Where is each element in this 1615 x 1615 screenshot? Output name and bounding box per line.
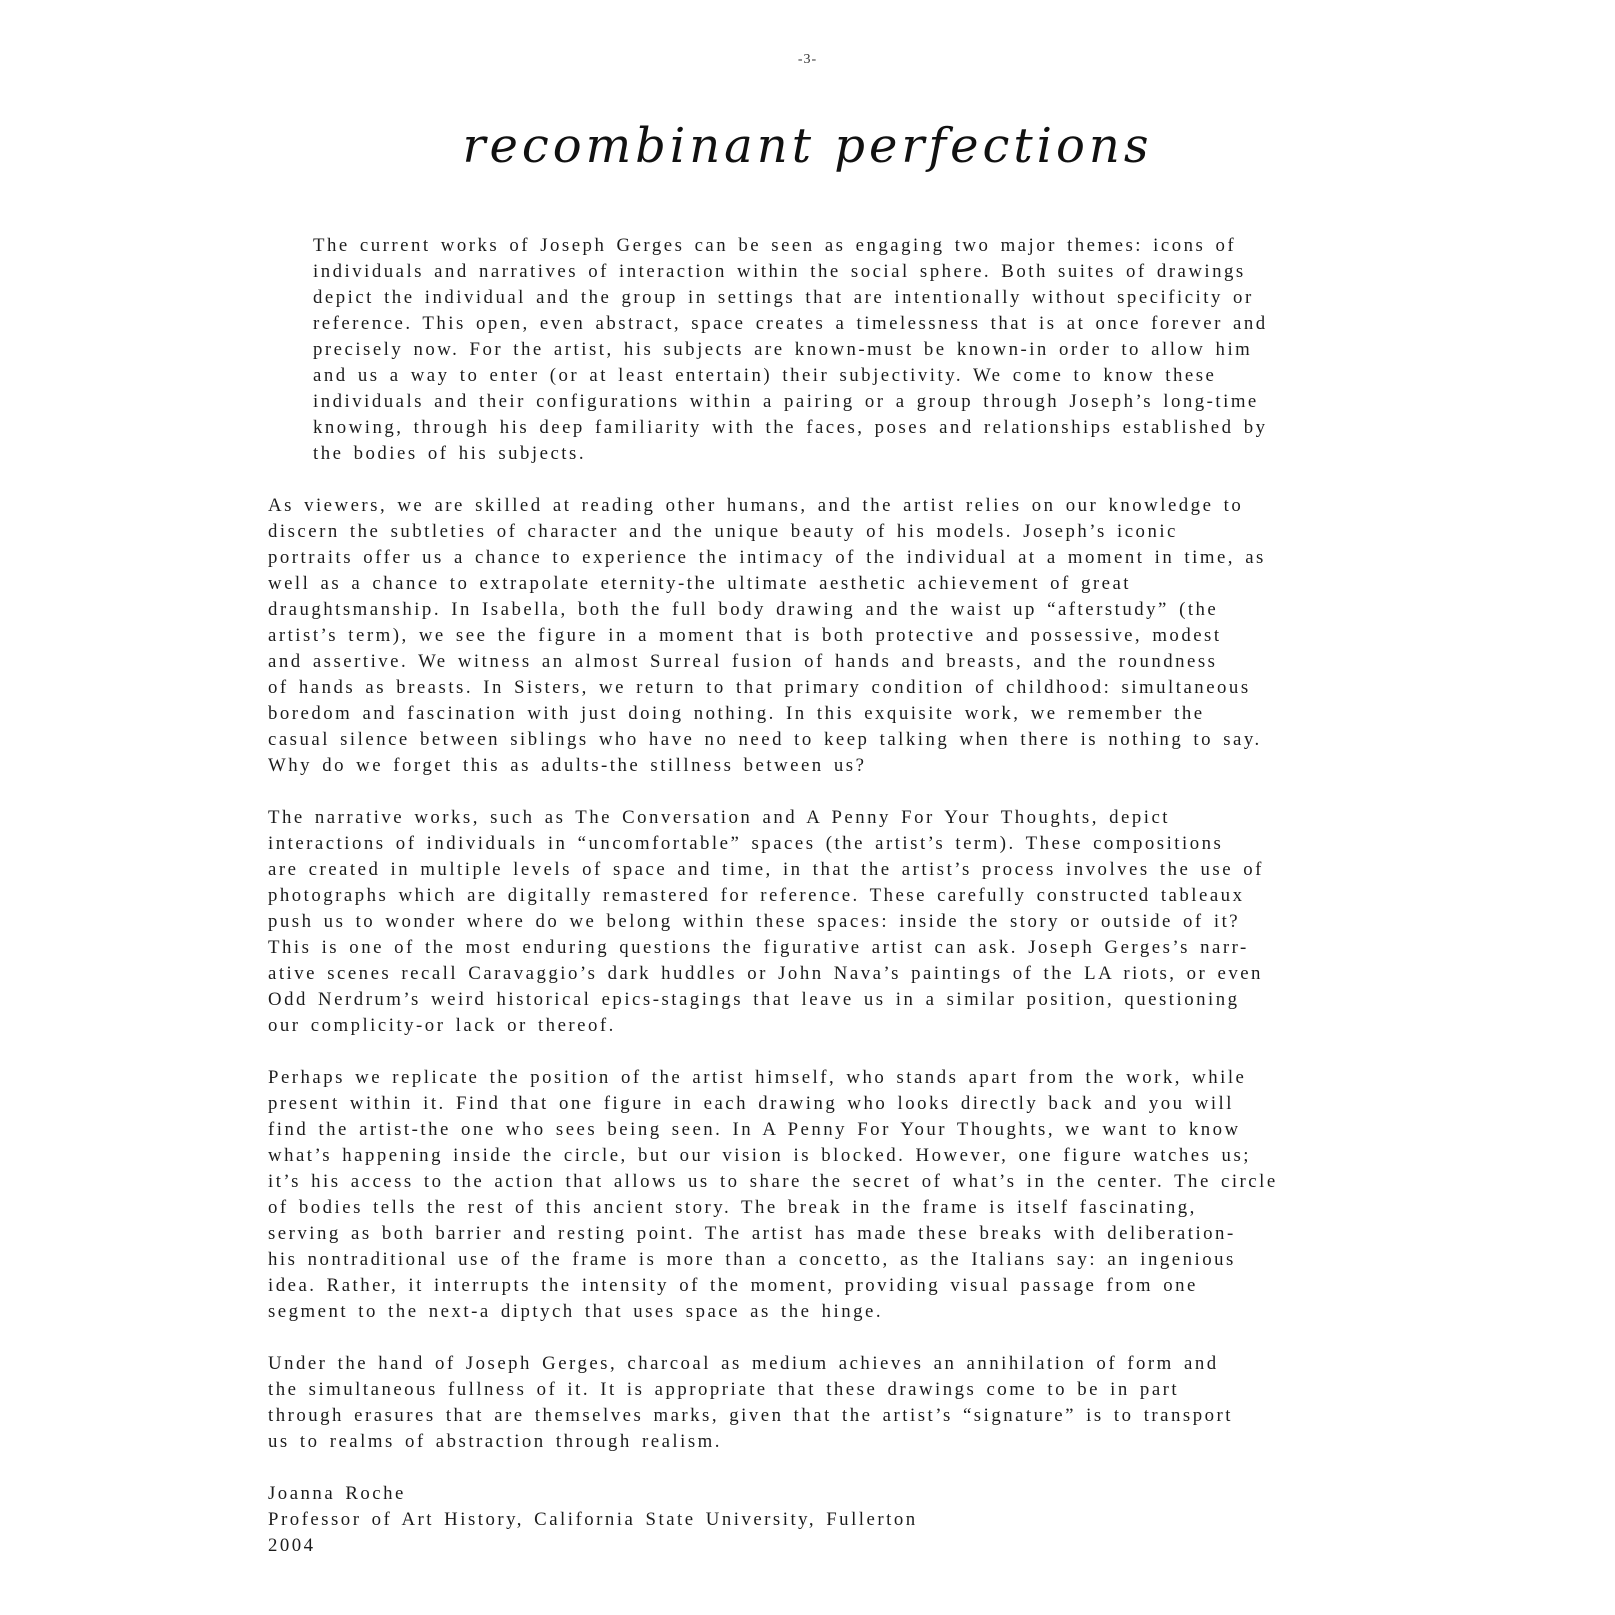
text-line: through erasures that are themselves marks, given that the artist’s “signature” is to transport <box>268 1405 1233 1426</box>
author-name: Joanna Roche <box>268 1483 406 1504</box>
text-line: Why do we forget this as adults-the stillness between us? <box>268 755 867 776</box>
text-line: push us to wonder where do we belong within these spaces: inside the story or outside of it? <box>268 911 1241 932</box>
text-line: are created in multiple levels of space and time, in that the artist’s process involves the use of <box>268 859 1264 880</box>
text-line: idea. Rather, it interrupts the intensity of the moment, providing visual passage from one <box>268 1275 1198 1296</box>
text-line: casual silence between siblings who have no need to keep talking when there is nothing to say. <box>268 729 1262 750</box>
paragraph-2 <box>268 493 1408 779</box>
publication-year: 2004 <box>268 1535 316 1556</box>
text-line: well as a chance to extrapolate eternity-the ultimate aesthetic achievement of great <box>268 573 1132 594</box>
text-line: knowing, through his deep familiarity with the faces, poses and relationships established by <box>313 417 1268 438</box>
text-line: As viewers, we are skilled at reading other humans, and the artist relies on our knowledge to <box>268 495 1244 516</box>
text-line: individuals and narratives of interaction within the social sphere. Both suites of drawings <box>313 261 1246 282</box>
text-line: ative scenes recall Caravaggio’s dark huddles or John Nava’s paintings of the LA riots, or even <box>268 963 1263 984</box>
text-line: of hands as breasts. In Sisters, we return to that primary condition of childhood: simultaneous <box>268 677 1251 698</box>
text-line: the bodies of his subjects. <box>313 443 587 464</box>
paragraph-3 <box>268 805 1408 1039</box>
author-title: Professor of Art History, California State University, Fullerton <box>268 1509 918 1530</box>
text-line: his nontraditional use of the frame is more than a concetto, as the Italians say: an ingenious <box>268 1249 1236 1270</box>
text-line: The current works of Joseph Gerges can be seen as engaging two major themes: icons of <box>313 235 1237 256</box>
text-line: reference. This open, even abstract, space creates a timelessness that is at once forever and <box>313 313 1268 334</box>
text-line: boredom and fascination with just doing nothing. In this exquisite work, we remember the <box>268 703 1205 724</box>
text-line: serving as both barrier and resting point. The artist has made these breaks with deliberation- <box>268 1223 1236 1244</box>
essay-body <box>268 233 1408 1559</box>
text-line: segment to the next-a diptych that uses space as the hinge. <box>268 1301 884 1322</box>
text-line: it’s his access to the action that allows us to share the secret of what’s in the center. The circle <box>268 1171 1278 1192</box>
page-title: recombinant perfections <box>462 118 1153 174</box>
text-line: This is one of the most enduring questions the figurative artist can ask. Joseph Gerges’s narr- <box>268 937 1249 958</box>
text-line: precisely now. For the artist, his subjects are known-must be known-in order to allow him <box>313 339 1253 360</box>
text-line: depict the individual and the group in settings that are intentionally without specificity or <box>313 287 1254 308</box>
text-line: our complicity-or lack or thereof. <box>268 1015 616 1036</box>
text-line: what’s happening inside the circle, but our vision is blocked. However, one figure watches us; <box>268 1145 1251 1166</box>
paragraph-4 <box>268 1065 1408 1325</box>
text-line: portraits offer us a chance to experience the intimacy of the individual at a moment in time, as <box>268 547 1266 568</box>
text-line: of bodies tells the rest of this ancient story. The break in the frame is itself fascinating, <box>268 1197 1197 1218</box>
text-line: interactions of individuals in “uncomfortable” spaces (the artist’s term). These compositions <box>268 833 1224 854</box>
text-line: us to realms of abstraction through realism. <box>268 1431 722 1452</box>
paragraph-1 <box>268 233 1408 467</box>
signature-block <box>268 1481 1408 1559</box>
paragraph-5 <box>268 1351 1408 1455</box>
text-line: Odd Nerdrum’s weird historical epics-stagings that leave us in a similar position, questioning <box>268 989 1240 1010</box>
text-line: discern the subtleties of character and the unique beauty of his models. Joseph’s iconic <box>268 521 1178 542</box>
text-line: and assertive. We witness an almost Surreal fusion of hands and breasts, and the roundness <box>268 651 1218 672</box>
text-line: photographs which are digitally remastered for reference. These carefully constructed tableaux <box>268 885 1245 906</box>
text-line: Perhaps we replicate the position of the artist himself, who stands apart from the work, while <box>268 1067 1247 1088</box>
page-number: -3- <box>797 52 818 67</box>
text-line: the simultaneous fullness of it. It is appropriate that these drawings come to be in part <box>268 1379 1180 1400</box>
text-line: Under the hand of Joseph Gerges, charcoal as medium achieves an annihilation of form and <box>268 1353 1219 1374</box>
text-line: individuals and their configurations within a pairing or a group through Joseph’s long-time <box>313 391 1259 412</box>
text-line: and us a way to enter (or at least entertain) their subjectivity. We come to know these <box>313 365 1217 386</box>
text-line: find the artist-the one who sees being seen. In A Penny For Your Thoughts, we want to know <box>268 1119 1241 1140</box>
text-line: artist’s term), we see the figure in a moment that is both protective and possessive, modest <box>268 625 1222 646</box>
text-line: present within it. Find that one figure in each drawing who looks directly back and you will <box>268 1093 1234 1114</box>
text-line: draughtsmanship. In Isabella, both the full body drawing and the waist up “afterstudy” (the <box>268 599 1219 620</box>
text-line: The narrative works, such as The Conversation and A Penny For Your Thoughts, depict <box>268 807 1171 828</box>
